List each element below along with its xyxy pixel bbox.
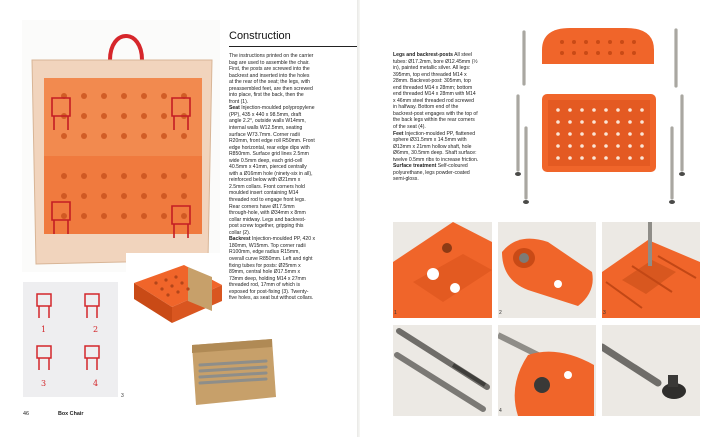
right-page bbox=[360, 0, 720, 437]
surface-paragraph bbox=[393, 163, 479, 183]
legs-threads-illustration bbox=[393, 325, 492, 416]
carrier-bag-photo bbox=[22, 20, 220, 272]
carrier-bag-illustration bbox=[22, 20, 220, 272]
detail-photo-foot bbox=[602, 325, 700, 416]
legs-in-box-illustration bbox=[186, 333, 282, 412]
seat-in-box-illustration bbox=[126, 253, 228, 331]
figure-number: 4 bbox=[499, 408, 502, 414]
instruction-icon-number: 4 bbox=[93, 379, 99, 388]
legs-text: All steel tubes: Ø17.2mm, bore Ø12.45mm (½ in), painted metallic silver. All legs: 395mm, top end threaded M14 x 28mm. Backrest-post: 305mm, top end threaded M14 x 28mm; bottom end threaded M14 x 28mm with M14 x 46mm steel threaded rod screwed in halfway. Bottom end of the backrest-post engages with the top of the back legs within the rear corners of the seat (4). bbox=[393, 52, 478, 131]
legs-in-box-photo bbox=[186, 333, 282, 412]
detail-photo-legs-threads bbox=[393, 325, 492, 416]
figure-number: 2 bbox=[499, 310, 502, 316]
instruction-icon-number: 3 bbox=[41, 379, 47, 388]
backrest-tube-illustration bbox=[498, 222, 596, 318]
instruction-icons bbox=[23, 282, 118, 397]
feet-paragraph bbox=[393, 131, 479, 164]
seat-underside-illustration bbox=[602, 222, 700, 318]
page-number: 46 bbox=[23, 411, 29, 417]
backrest-label: Backrest bbox=[229, 236, 251, 243]
exploded-parts-photo bbox=[508, 20, 698, 215]
seat-corner-illustration bbox=[393, 222, 492, 318]
feet-label: Feet bbox=[393, 130, 404, 137]
text-column-left bbox=[229, 53, 315, 302]
instruction-icon-number: 1 bbox=[41, 325, 47, 334]
surface-label: Surface treatment bbox=[393, 163, 437, 170]
running-title: Box Chair bbox=[58, 411, 84, 417]
feet-text: Injection-moulded PP, flattened sphere Ø31.5mm x 14.5mm with Ø13mm x 21mm hollow shaft, hole Ø6mm, 30.5mm deep. Shaft surface: twelve 0.5mm ribs to increase friction. bbox=[393, 130, 479, 163]
seat-paragraph bbox=[229, 105, 315, 236]
detail-photo-seat-underside bbox=[602, 222, 700, 318]
detail-photo-backrest-tube bbox=[498, 222, 596, 318]
surface-text: Self-coloured polyurethane, legs powder-coated semi-gloss. bbox=[393, 163, 470, 183]
backrest-paragraph bbox=[229, 236, 315, 301]
figure-number: 1 bbox=[394, 310, 397, 316]
detail-photo-backrest-joint bbox=[498, 325, 596, 416]
legs-label: Legs and backrest-posts bbox=[393, 52, 454, 58]
bag-instructions-photo bbox=[23, 282, 118, 397]
seat-text: Injection-moulded polypropylene (PP), 435 x 440 x 98.5mm, draft angle 2.2°, outside walls W14mm, internal walls W12.5mm, seating surface W73.7mm. Corner radii R20mm, front edge roll R50mm. Front edge horizontal, rear edge dips with R850mm. Surface grid lines 2.5mm wide 0.5mm deep, each grid-cell 40.5mm x 41mm, pierced centrally with a Ø16mm hole (ninety-six in all), reinforced below with Ø21mm x 2.5mm collars. Front corners hold moulded insert containing M14 threaded rod to engage front legs. Rear corners have Ø17.5mm through-hole, with Ø34mm x 8mm collar midway. Legs and backrest-post screw together, gripping this collar (2). bbox=[229, 105, 315, 236]
intro-paragraph: The instructions printed on the carrier bag are used to assemble the chair. First, the posts are screwed into the backrest and inserted into the holes at the rear of the seat; the legs, with preassembled feet, are then screwed into place, first the back, then the front (1). bbox=[229, 53, 314, 105]
figure-number: 3 bbox=[603, 310, 606, 316]
legs-paragraph bbox=[393, 52, 479, 131]
backrest-joint-illustration bbox=[498, 325, 596, 416]
seat-in-box-photo bbox=[126, 253, 228, 331]
detail-photo-seat-corner bbox=[393, 222, 492, 318]
backrest-text: Injection-moulded PP, 420 x 180mm, W15mm. Top corner radii R100mm, edge radius R15mm, overall curve R850mm. Left and right fixing tubes for posts: Ø25mm x 89mm, central hole Ø17.5mm x 73mm deep, holding M14 x 27mm threaded rod, 17mm of which is exposed for post-fixing (3). Twenty-five holes, as seat but without collars. bbox=[229, 236, 316, 302]
foot-illustration bbox=[602, 325, 700, 416]
seat-label: Seat bbox=[229, 105, 240, 112]
exploded-parts-illustration bbox=[508, 20, 698, 215]
section-heading: Construction bbox=[229, 30, 291, 42]
text-column-right bbox=[393, 52, 479, 183]
instruction-icon-number: 2 bbox=[93, 325, 99, 334]
figure-number: 3 bbox=[121, 393, 124, 399]
